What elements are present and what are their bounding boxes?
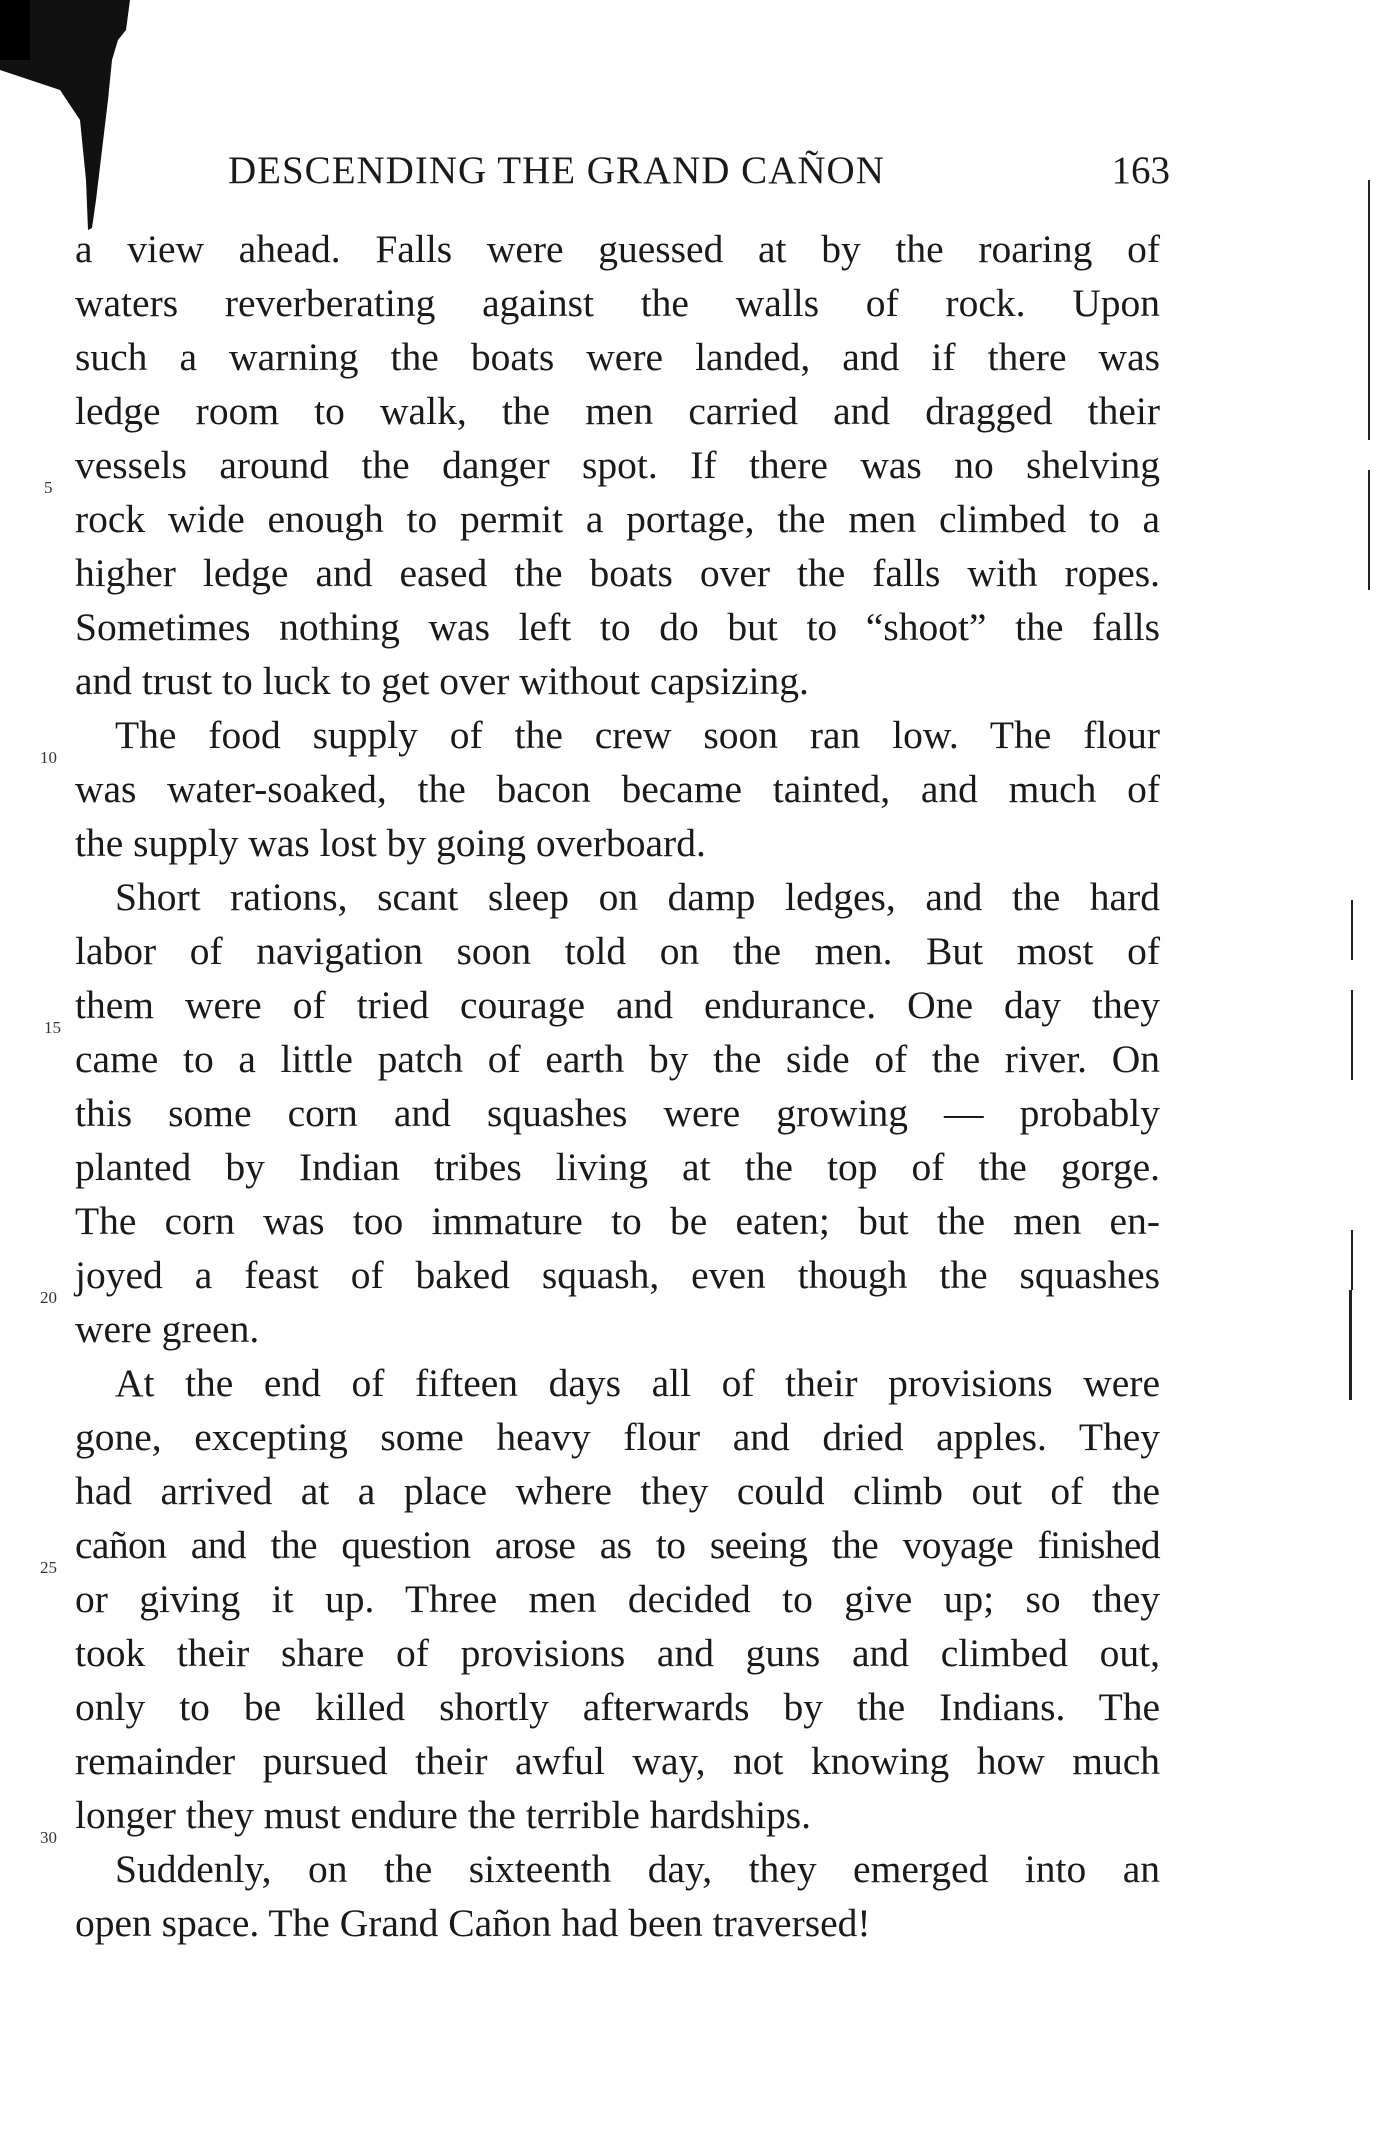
text-line: only to be killed shortly afterwards by the Indians. The [75, 1685, 1160, 1729]
text-line: was water-soaked, the bacon became tainted, and much of [75, 767, 1160, 811]
text-line: them were of tried courage and endurance. One day they [75, 983, 1160, 1027]
running-header [228, 148, 1170, 196]
text-line: labor of navigation soon told on the men. But most of [75, 929, 1160, 973]
text-line: such a warning the boats were landed, and if there was [75, 335, 1160, 379]
text-line: and trust to luck to get over without capsizing. [75, 659, 809, 703]
text-line: open space. The Grand Cañon had been traversed! [75, 1901, 871, 1945]
text-line: came to a little patch of earth by the side of the river. On [75, 1037, 1160, 1081]
text-line: a view ahead. Falls were guessed at by the roaring of [75, 227, 1160, 271]
text-line: had arrived at a place where they could climb out of the [75, 1469, 1160, 1513]
line-number: 25 [40, 1558, 57, 1577]
paragraph [75, 1356, 1160, 1842]
text-line: remainder pursued their awful way, not knowing how much [75, 1739, 1160, 1783]
line-number: 30 [40, 1828, 57, 1847]
scan-binding-artifact [0, 0, 170, 230]
text-line: rock wide enough to permit a portage, the men climbed to a [75, 497, 1160, 541]
text-line: the supply was lost by going overboard. [75, 821, 706, 865]
paragraph [75, 870, 1160, 1356]
line-number: 5 [44, 478, 53, 497]
paragraph [75, 222, 1160, 708]
text-line: ledge room to walk, the men carried and dragged their [75, 389, 1160, 433]
scan-edge-mark [1351, 990, 1353, 1080]
text-line: The corn was too immature to be eaten; but the men en- [75, 1199, 1160, 1243]
scan-edge-mark [1368, 470, 1370, 590]
page-number: 163 [1111, 149, 1170, 192]
paragraph [75, 708, 1160, 870]
line-number: 10 [40, 748, 57, 767]
text-line: this some corn and squashes were growing — probably [75, 1091, 1160, 1135]
text-line: Short rations, scant sleep on damp ledges, and the hard [115, 875, 1160, 919]
text-line: planted by Indian tribes living at the top of the gorge. [75, 1145, 1160, 1189]
text-line: vessels around the danger spot. If there was no shelving [75, 443, 1160, 487]
text-line: joyed a feast of baked squash, even though the squashes [75, 1253, 1160, 1297]
text-line: The food supply of the crew soon ran low. The flour [115, 713, 1160, 757]
text-line: Sometimes nothing was left to do but to “shoot” the falls [75, 605, 1160, 649]
text-line: At the end of fifteen days all of their provisions were [115, 1361, 1160, 1405]
scan-edge-mark [1351, 1230, 1353, 1290]
text-line: gone, excepting some heavy flour and dried apples. They [75, 1415, 1160, 1459]
text-line: took their share of provisions and guns and climbed out, [75, 1631, 1160, 1675]
text-line: waters reverberating against the walls of rock. Upon [75, 281, 1160, 325]
scan-edge-mark [1368, 180, 1370, 440]
text-line: or giving it up. Three men decided to give up; so they [75, 1577, 1160, 1621]
text-line: longer they must endure the terrible hardships. [75, 1793, 812, 1837]
scan-edge-mark [1349, 1290, 1352, 1400]
paragraph [75, 1842, 1160, 1950]
body-text [75, 222, 1160, 1950]
text-line: were green. [75, 1307, 260, 1351]
text-line: cañon and the question arose as to seeing the voyage finished [75, 1523, 1160, 1567]
text-line: higher ledge and eased the boats over the falls with ropes. [75, 551, 1160, 595]
text-line: Suddenly, on the sixteenth day, they emerged into an [115, 1847, 1160, 1891]
line-number: 15 [44, 1018, 61, 1037]
line-number: 20 [40, 1288, 57, 1307]
scan-edge-mark [1351, 900, 1353, 960]
running-title: DESCENDING THE GRAND CAÑON [228, 149, 885, 192]
